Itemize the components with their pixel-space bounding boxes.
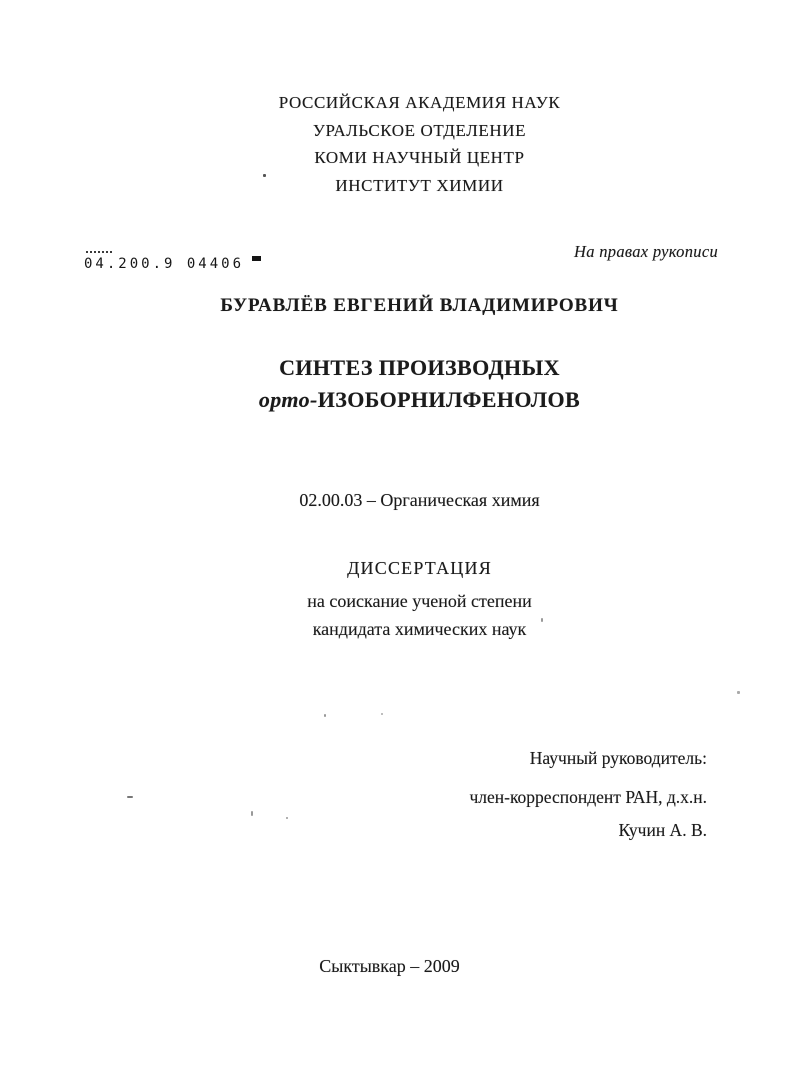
library-stamp-number [84, 256, 261, 272]
stamp-number-text: 04.200.9 04406 [84, 256, 245, 272]
thesis-degree-line-1: на соискание ученой степени [307, 591, 532, 611]
scan-speck [541, 618, 543, 622]
organization-line-4: ИНСТИТУТ ХИМИИ [335, 176, 504, 195]
organization-line-3: КОМИ НАУЧНЫЙ ЦЕНТР [314, 148, 525, 167]
stamp-overline-mark [86, 251, 112, 253]
scan-speck [381, 713, 383, 715]
title-italic-prefix: орто- [258, 387, 318, 412]
thesis-degree-line-2: кандидата химических наук [312, 619, 527, 639]
stamp-square-mark [252, 256, 261, 261]
organization-line-1: РОССИЙСКАЯ АКАДЕМИЯ НАУК [278, 93, 561, 112]
specialty-code: 02.00.03 – Органическая химия [299, 490, 540, 510]
scan-speck [324, 714, 326, 717]
title-rest: ИЗОБОРНИЛФЕНОЛОВ [317, 387, 581, 412]
dissertation-title-line-2 [24, 387, 791, 413]
scan-speck [127, 796, 133, 798]
author-name: БУРАВЛЁВ ЕВГЕНИЙ ВЛАДИМИРОВИЧ [220, 295, 619, 316]
organization-line-2: УРАЛЬСКОЕ ОТДЕЛЕНИЕ [312, 121, 527, 140]
scan-speck [251, 811, 253, 816]
scan-speck [737, 691, 740, 694]
supervisor-title: член-корреспондент РАН, д.х.н. [469, 787, 707, 807]
city-and-year: Сыктывкар – 2009 [319, 956, 460, 976]
manuscript-rights-note: На правах рукописи [574, 242, 718, 261]
dissertation-title-line-1: СИНТЕЗ ПРОИЗВОДНЫХ [279, 355, 560, 380]
supervisor-name: Кучин А. В. [618, 820, 707, 840]
thesis-type: ДИССЕРТАЦИЯ [347, 558, 492, 578]
supervisor-label: Научный руководитель: [529, 748, 707, 768]
scan-speck [263, 174, 266, 177]
scan-speck [286, 817, 288, 819]
